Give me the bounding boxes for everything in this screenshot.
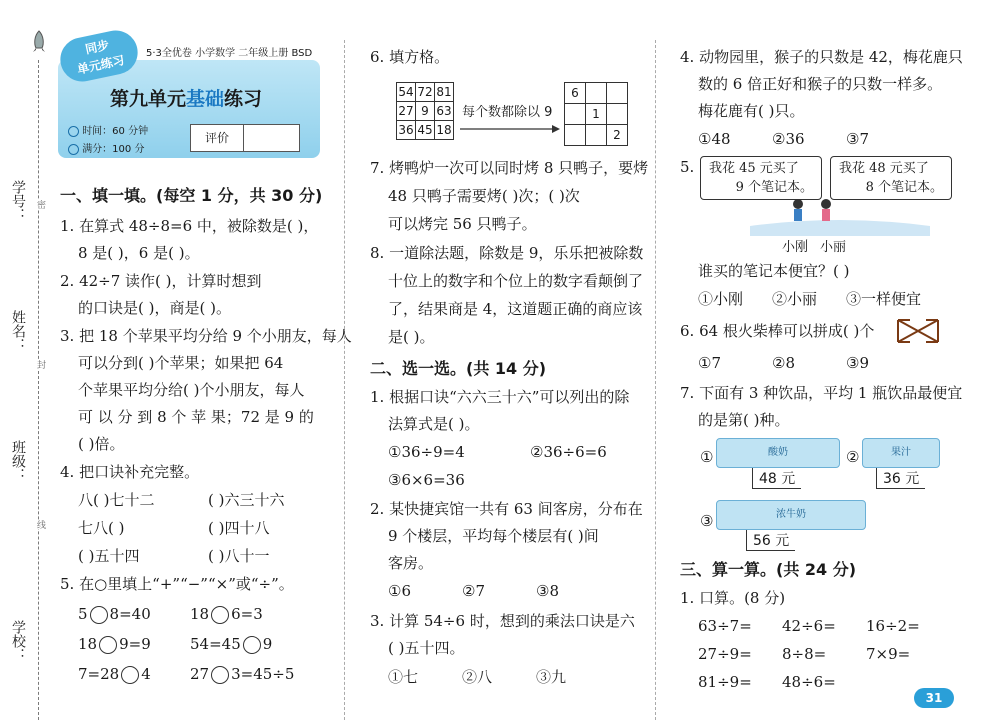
bubble-right-line2: 8 个笔记本。: [865, 180, 943, 195]
s6-line: 6. 64 根火柴棒可以拼成( )个: [680, 322, 875, 340]
drink-1-label: 酸奶: [768, 447, 788, 458]
s2-line2: 9 个楼层，平均每个楼层有( )间: [388, 527, 599, 545]
calc-item: 16÷2=: [866, 617, 920, 635]
grid-cell: 18: [435, 121, 454, 140]
matchstick-figure-icon: [896, 318, 940, 344]
calc-item: 8÷8=: [782, 645, 827, 663]
drink-3-label: 浓牛奶: [776, 509, 806, 520]
q5-line: 5. 在○里填上“+”“−”“×”或“÷”。: [60, 575, 294, 593]
seal-mark-mi: 密: [35, 200, 45, 209]
grid-cell[interactable]: [607, 104, 628, 125]
calc-item: 27÷9=: [698, 645, 752, 663]
right-arrow-icon: [460, 118, 560, 126]
grid-cell[interactable]: [565, 125, 586, 146]
class-label: 班级：: [10, 440, 26, 482]
s1-option[interactable]: ①36÷9=4: [388, 443, 465, 461]
q5-left: 7=28: [78, 665, 120, 683]
clock-icon: [68, 126, 79, 137]
s1-option[interactable]: ②36÷6=6: [530, 443, 607, 461]
q5-item: [78, 661, 151, 687]
grid-cell: 72: [416, 83, 435, 102]
speech-bubble-right: [830, 156, 952, 200]
s5-option[interactable]: ①小刚: [698, 290, 744, 308]
q5-left: 18: [190, 605, 210, 623]
evaluation-box[interactable]: [190, 124, 300, 152]
q4-line: 4. 把口诀补充完整。: [60, 463, 200, 481]
s3-line2: ( )五十四。: [388, 639, 465, 657]
answer-circle[interactable]: [243, 636, 261, 654]
answer-circle[interactable]: [99, 636, 117, 654]
q7-line3: 可以烤完 56 只鸭子。: [388, 215, 537, 233]
time-text: 时间：60 分钟: [82, 126, 149, 137]
grid-answer: [564, 82, 628, 146]
s1-option[interactable]: ③6×6=36: [388, 471, 465, 489]
rocket-icon: [30, 30, 48, 54]
answer-circle[interactable]: [90, 606, 108, 624]
title-highlight: 基础: [186, 88, 225, 110]
s4-line2: 数的 6 倍正好和猴子的只数一样多。: [698, 75, 943, 93]
q5-item: [190, 601, 263, 627]
grid-cell: 54: [397, 83, 416, 102]
bubble-left-line2: 9 个笔记本。: [735, 180, 813, 195]
q8-line2: 十位上的数字和个位上的数字看颠倒了: [388, 272, 644, 290]
q1-line2: 8 是( )，6 是( )。: [78, 244, 200, 262]
q5-right: 6=3: [231, 605, 263, 623]
q5-right: 9: [262, 635, 273, 653]
drink-3-price: 56 元: [746, 530, 795, 551]
column-divider-2: [655, 40, 656, 720]
grid-cell[interactable]: 6: [565, 83, 586, 104]
s2-option[interactable]: ③8: [536, 582, 559, 600]
q3-line4: 可 以 分 到 8 个 苹 果；72 是 9 的: [78, 408, 314, 426]
q5-right: 3=45÷5: [231, 665, 295, 683]
q5-right: 9=9: [119, 635, 151, 653]
s1-line2: 法算式是( )。: [388, 415, 480, 433]
s2-option[interactable]: ①6: [388, 582, 411, 600]
s7-line2: 的是第( )种。: [698, 411, 790, 429]
q5-left: 5: [78, 605, 88, 623]
q3-line5: ( )倍。: [78, 435, 125, 453]
q3-line3: 个苹果平均分给( )个小朋友，每人: [78, 381, 305, 399]
q8-line3: 了，结果商是 4，这道题正确的商应该: [388, 300, 643, 318]
answer-circle[interactable]: [211, 606, 229, 624]
section-1-heading: 一、填一填。(每空 1 分，共 30 分): [60, 186, 323, 205]
check-icon: [68, 144, 79, 155]
drink-1-pack: [716, 438, 840, 468]
s3-option[interactable]: ③九: [536, 668, 567, 686]
title-pre: 第九单元: [110, 88, 187, 110]
q6-line: 6. 填方格。: [370, 48, 450, 66]
drink-2-number: ②: [846, 448, 860, 466]
s4-line1: 4. 动物园里，猴子的只数是 42，梅花鹿只: [680, 48, 963, 66]
badge-line1: 同步: [83, 37, 111, 57]
grid-cell: 45: [416, 121, 435, 140]
s2-line1: 2. 某快捷宾馆一共有 63 间客房，分布在: [370, 500, 643, 518]
q5-item: [190, 661, 294, 687]
page-title: [110, 84, 262, 111]
drink-3-number: ③: [700, 512, 714, 530]
s3-option[interactable]: ②八: [462, 668, 493, 686]
answer-circle[interactable]: [121, 666, 139, 684]
series-info: 5·3全优卷 小学数学 二年级上册 BSD: [146, 48, 313, 59]
answer-circle[interactable]: [211, 666, 229, 684]
grid-cell[interactable]: 1: [586, 104, 607, 125]
grid-cell: 9: [416, 102, 435, 121]
calc-item: 42÷6=: [782, 617, 836, 635]
grid-cell: 63: [435, 102, 454, 121]
q4-item: 八( )七十二: [78, 491, 155, 509]
q5-left: 27: [190, 665, 210, 683]
q4-item: 七八( ): [78, 519, 125, 537]
grid-cell[interactable]: [586, 125, 607, 146]
grid-cell: 36: [397, 121, 416, 140]
q5-right: 4: [141, 665, 151, 683]
page-number: [914, 688, 954, 708]
q5-right: 8=40: [109, 605, 151, 623]
calc-item: 7×9=: [866, 645, 911, 663]
s3-option[interactable]: ①七: [388, 668, 419, 686]
s6-option[interactable]: ②8: [772, 354, 795, 372]
grid-cell: 81: [435, 83, 454, 102]
binding-line: [38, 60, 39, 720]
drink-1-number: ①: [700, 448, 714, 466]
s4-option[interactable]: ①48: [698, 130, 731, 148]
s4-option[interactable]: ③7: [846, 130, 869, 148]
q8-line1: 8. 一道除法题，除数是 9，乐乐把被除数: [370, 244, 644, 262]
q3-line2: 可以分到( )个苹果；如果把 64: [78, 354, 284, 372]
score-info: [68, 140, 144, 155]
grid-cell[interactable]: [607, 83, 628, 104]
q2-line2: 的口诀是( )，商是( )。: [78, 299, 231, 317]
drink-2-pack: [862, 438, 940, 468]
drink-3-pack: [716, 500, 866, 530]
s6-option[interactable]: ③9: [846, 354, 869, 372]
calc-item: 63÷7=: [698, 617, 752, 635]
column-divider-1: [344, 40, 345, 720]
q1-line1: 1. 在算式 48÷8=6 中，被除数是( )，: [60, 217, 319, 235]
q4-item: ( )六三十六: [208, 491, 285, 509]
q7-line1: 7. 烤鸭炉一次可以同时烤 8 只鸭子，要烤: [370, 159, 649, 177]
section-2-heading: 二、选一选。(共 14 分): [370, 359, 547, 378]
q5-item: [78, 601, 151, 627]
s5-question: 谁买的笔记本便宜？( ): [698, 262, 850, 280]
section-3-heading: 三、算一算。(共 24 分): [680, 560, 857, 579]
grid-cell[interactable]: [565, 104, 586, 125]
q5-left: 54=45: [190, 635, 241, 653]
grid-cell[interactable]: [586, 83, 607, 104]
calc-item: 81÷9=: [698, 673, 752, 691]
student-number-label: 学号：: [10, 180, 26, 222]
q4-item: ( )八十一: [208, 547, 270, 565]
evaluation-label: 评价: [191, 125, 244, 151]
q2-line1: 2. 42÷7 读作( )，计算时想到: [60, 272, 262, 290]
q3-line1: 3. 把 18 个苹果平均分给 9 个小朋友，每人: [60, 327, 352, 345]
bubble-left-line1: 我花 45 元买了: [709, 161, 799, 176]
s7-line1: 7. 下面有 3 种饮品，平均 1 瓶饮品最便宜: [680, 384, 963, 402]
q5-item: [78, 631, 151, 657]
q4-item: ( )四十八: [208, 519, 270, 537]
time-info: [68, 122, 148, 137]
s4-option[interactable]: ②36: [772, 130, 805, 148]
drink-2-label: 果汁: [891, 447, 911, 458]
s5-number: 5.: [680, 158, 695, 176]
badge-line2: 单元练习: [75, 52, 126, 77]
title-post: 练习: [224, 88, 263, 110]
grid-source: [396, 82, 454, 140]
bubble-right-line1: 我花 48 元买了: [839, 161, 929, 176]
drink-2-price: 36 元: [876, 468, 925, 489]
drink-1-price: 48 元: [752, 468, 801, 489]
s3-line1: 3. 计算 54÷6 时，想到的乘法口诀是六: [370, 612, 635, 630]
name-xiaoli: 小丽: [820, 240, 847, 255]
s5-option[interactable]: ③一样便宜: [846, 290, 922, 308]
seal-mark-xian: 线: [35, 520, 45, 529]
arrow-label: 每个数都除以 9: [462, 105, 553, 120]
page-number-text: 31: [925, 691, 943, 705]
calc-item: 48÷6=: [782, 673, 836, 691]
name-xiaogang: 小刚: [782, 240, 809, 255]
s4-line3: 梅花鹿有( )只。: [698, 102, 805, 120]
grid-cell[interactable]: 2: [607, 125, 628, 146]
grid-cell: 27: [397, 102, 416, 121]
q5-left: 18: [78, 635, 98, 653]
s2-option[interactable]: ②7: [462, 582, 485, 600]
q4-item: ( )五十四: [78, 547, 140, 565]
seal-mark-feng: 封: [35, 360, 45, 369]
children-illustration: [750, 196, 930, 236]
s5-option[interactable]: ②小丽: [772, 290, 818, 308]
s2-line3: 客房。: [388, 554, 434, 572]
q5-item: [190, 631, 272, 657]
s6-option[interactable]: ①7: [698, 354, 721, 372]
q8-line4: 是( )。: [388, 328, 435, 346]
q7-line2: 48 只鸭子需要烤( )次；( )次: [388, 187, 580, 205]
speech-bubble-left: [700, 156, 822, 200]
school-label: 学校：: [10, 620, 26, 662]
s1-line1: 1. 根据口诀“六六三十六”可以列出的除: [370, 388, 630, 406]
score-text: 满分：100 分: [82, 144, 145, 155]
name-label: 姓名：: [10, 310, 26, 352]
c1-line: 1. 口算。(8 分): [680, 589, 786, 607]
